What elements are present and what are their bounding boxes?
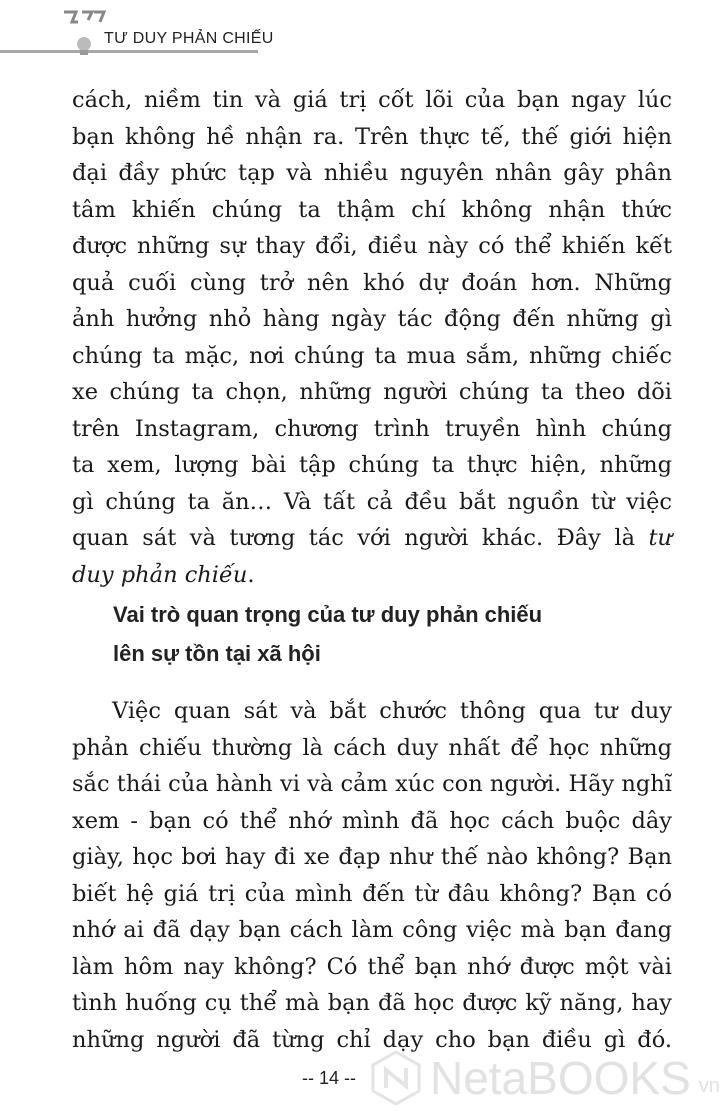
text-line: giày, học bơi hay đi xe đạp như thế nào không? Bạn bbox=[72, 844, 672, 870]
text-line: phản chiếu thường là cách duy nhất để học những bbox=[72, 734, 672, 761]
text-line: trên Instagram, chương trình truyền hình chúng bbox=[72, 415, 672, 442]
text-line: được những sự thay đổi, điều này có thể khiến kết bbox=[72, 233, 672, 259]
italic-term: duy phản chiếu bbox=[72, 561, 248, 588]
text-line: cách, niềm tin và giá trị cốt lõi của bạn ngay lúc bbox=[72, 87, 672, 113]
header-title: TƯ DUY PHẢN CHIẾU bbox=[104, 30, 274, 47]
text-line: xem - bạn có thể nhớ mình đã học cách buộc dây bbox=[72, 807, 672, 834]
running-header bbox=[0, 0, 700, 60]
header-rule bbox=[0, 50, 258, 53]
page-number: -- 14 -- bbox=[302, 1068, 356, 1088]
text-line bbox=[72, 523, 672, 553]
text-line: gì chúng ta ăn… Và tất cả đều bắt nguồn từ việc bbox=[72, 488, 672, 515]
text-line: tình huống cụ thể mà bạn đã học được kỹ năng, hay bbox=[72, 990, 672, 1016]
text-line: Việc quan sát và bắt chước thông qua tư duy bbox=[112, 698, 672, 724]
text-line: làm hôm nay không? Có thể bạn nhớ được một vài bbox=[72, 953, 672, 980]
text-line: ta xem, lượng bài tập chúng ta thực hiện, những bbox=[72, 452, 672, 478]
text-line: bạn không hề nhận ra. Trên thực tế, thế giới hiện bbox=[72, 123, 672, 150]
section-heading-line-2: lên sự tồn tại xã hội bbox=[113, 641, 321, 666]
watermark-suffix: vn bbox=[698, 1075, 720, 1097]
text-line: ảnh hưởng nhỏ hàng ngày tác động đến những gì bbox=[72, 306, 672, 332]
text-line: nhớ ai đã dạy bạn cách làm công việc mà bạn đang bbox=[72, 917, 672, 943]
text-line: xe chúng ta chọn, những người chúng ta theo dõi bbox=[72, 379, 672, 405]
text-line: những người đã từng chỉ dạy cho bạn điều gì đó. bbox=[72, 1026, 672, 1053]
lightbulb-icon bbox=[62, 8, 106, 56]
text-line: chúng ta mặc, nơi chúng ta mua sắm, những chiếc bbox=[72, 342, 672, 369]
text-segment: . bbox=[247, 561, 255, 588]
text-line: sắc thái của hành vi và cảm xúc con người. Hãy nghĩ bbox=[72, 771, 672, 797]
text-line: biết hệ giá trị của mình đến từ đâu không? Bạn có bbox=[72, 880, 672, 907]
text-line: quả cuối cùng trở nên khó dự đoán hơn. Những bbox=[72, 269, 672, 296]
text-line: tâm khiến chúng ta thậm chí không nhận thức bbox=[72, 196, 672, 223]
watermark-text: NetaBOOKS bbox=[430, 1052, 691, 1104]
section-heading-line-1: Vai trò quan trọng của tư duy phản chiếu bbox=[113, 602, 543, 627]
text-line: đại đầy phức tạp và nhiều nguyên nhân gây phân bbox=[72, 160, 672, 186]
text-line bbox=[72, 560, 672, 590]
watermark-logo-icon bbox=[370, 1050, 422, 1106]
watermark bbox=[370, 1050, 720, 1106]
text-segment: quan sát và tương tác với người khác. Đây là bbox=[72, 525, 649, 551]
italic-term: tư bbox=[648, 525, 672, 551]
